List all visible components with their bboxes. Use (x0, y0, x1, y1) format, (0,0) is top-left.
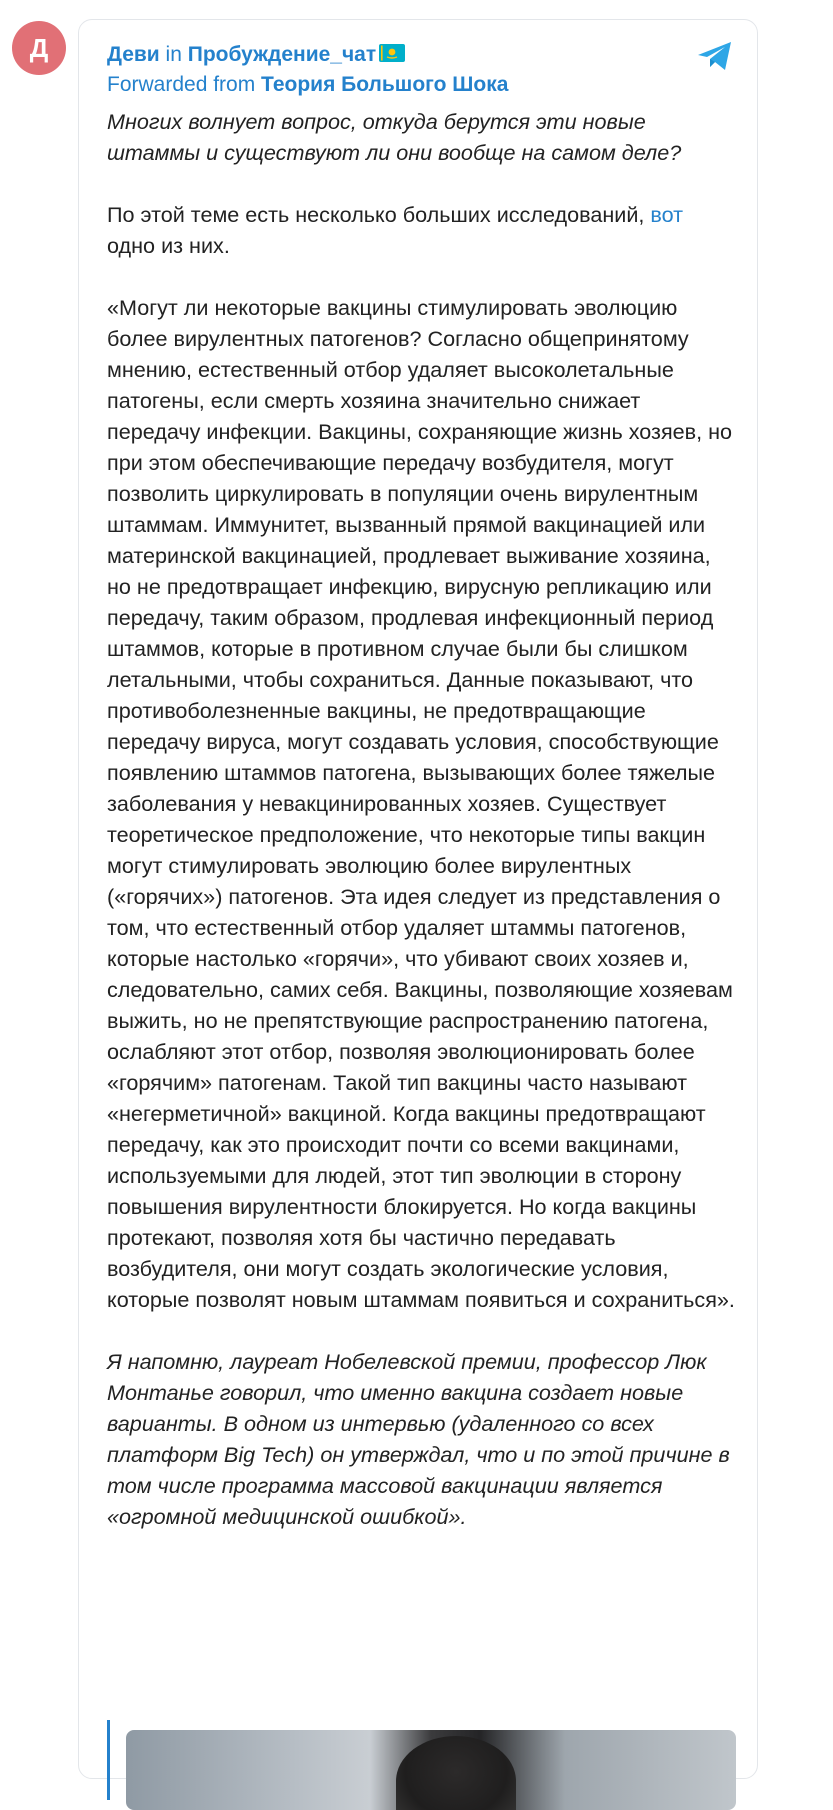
thumbnail-person-image (396, 1736, 516, 1810)
intro-paragraph: Многих волнует вопрос, откуда берутся эти новые штаммы и существуют ли они вообще на самом деле? (107, 109, 682, 165)
forwarded-source[interactable]: Теория Большого Шока (261, 73, 509, 96)
chat-name[interactable]: Пробуждение_чат (187, 43, 377, 66)
avatar[interactable] (12, 21, 66, 75)
research-text-after: одно из них. (107, 233, 230, 258)
message-bubble (78, 19, 758, 1779)
author-name[interactable]: Деви (107, 43, 160, 66)
research-text-before: По этой теме есть несколько больших исследований, (107, 202, 651, 227)
research-link[interactable]: вот (650, 202, 684, 227)
media-preview[interactable] (107, 1720, 737, 1800)
kazakhstan-flag-icon (379, 44, 405, 62)
avatar-letter: Д (29, 32, 49, 63)
message-header (107, 40, 508, 100)
research-paragraph (107, 199, 737, 261)
video-thumbnail[interactable] (126, 1730, 736, 1810)
message-text (107, 106, 737, 1563)
telegram-icon[interactable] (695, 36, 735, 76)
forwarded-from (107, 70, 508, 100)
quote-paragraph: «Могут ли некоторые вакцины стимулировать эволюцию более вирулентных патогенов? Согласно общепринятому мнению, естественный отбор удаляет высоколетальные патогены, если смерть хозяина значительно снижает передачу инфекции. Вакцины, сохраняющие жизнь хозяев, но при этом обеспечивающие передачу возбудителя, могут позволить циркулировать в популяции очень вирулентным штаммам. Иммунитет, вызванный прямой вакцинацией или материнской вакцинацией, продлевает выживание хозяина, но не предотвращает инфекцию, вирусную репликацию или передачу, таким образом, продлевая инфекционный период штаммов, которые в противном случае были бы слишком летальными, чтобы сохраниться. Данные показывают, что противоболезненные вакцины, не предотвращающие передачу вируса, могут создавать условия, способствующие появлению штаммов патогена, вызывающих более тяжелые заболевания у невакцинированных хозяев. Существует теоретическое предположение, что некоторые типы вакцин могут стимулировать эволюцию более вирулентных («горячих») патогенов. Эта идея следует из представления о том, что естественный отбор удаляет штаммы патогенов, которые настолько «горячи», что убивают своих хозяев и, следовательно, самих себя. Вакцины, позволяющие хозяевам выжить, но не препятствующие распространению патогена, ослабляют этот отбор, позволяя эволюционировать более «горячим» патогенам. Такой тип вакцины часто называют «негерметичной» вакциной. Когда вакцины предотвращают передачу, как это происходит почти со всеми вакцинами, используемыми для людей, этот тип эволюции в сторону повышения вирулентности блокируется. Но когда вакцины протекают, позволяя хотя бы частично передавать возбудителя, они могут создать экологические условия, которые позволят новым штаммам появиться и сохраниться». (107, 295, 735, 1312)
outro-paragraph: Я напомню, лауреат Нобелевской премии, профессор Люк Монтанье говорил, что именно вакцина создает новые варианты. В одном из интервью (удаленного со всех платформ Big Tech) он утверждал, что и по этой причине в том числе программа массовой вакцинации является «огромной медицинской ошибкой». (107, 1349, 730, 1529)
forwarded-prefix: Forwarded from (107, 73, 262, 96)
in-label: in (159, 43, 188, 66)
